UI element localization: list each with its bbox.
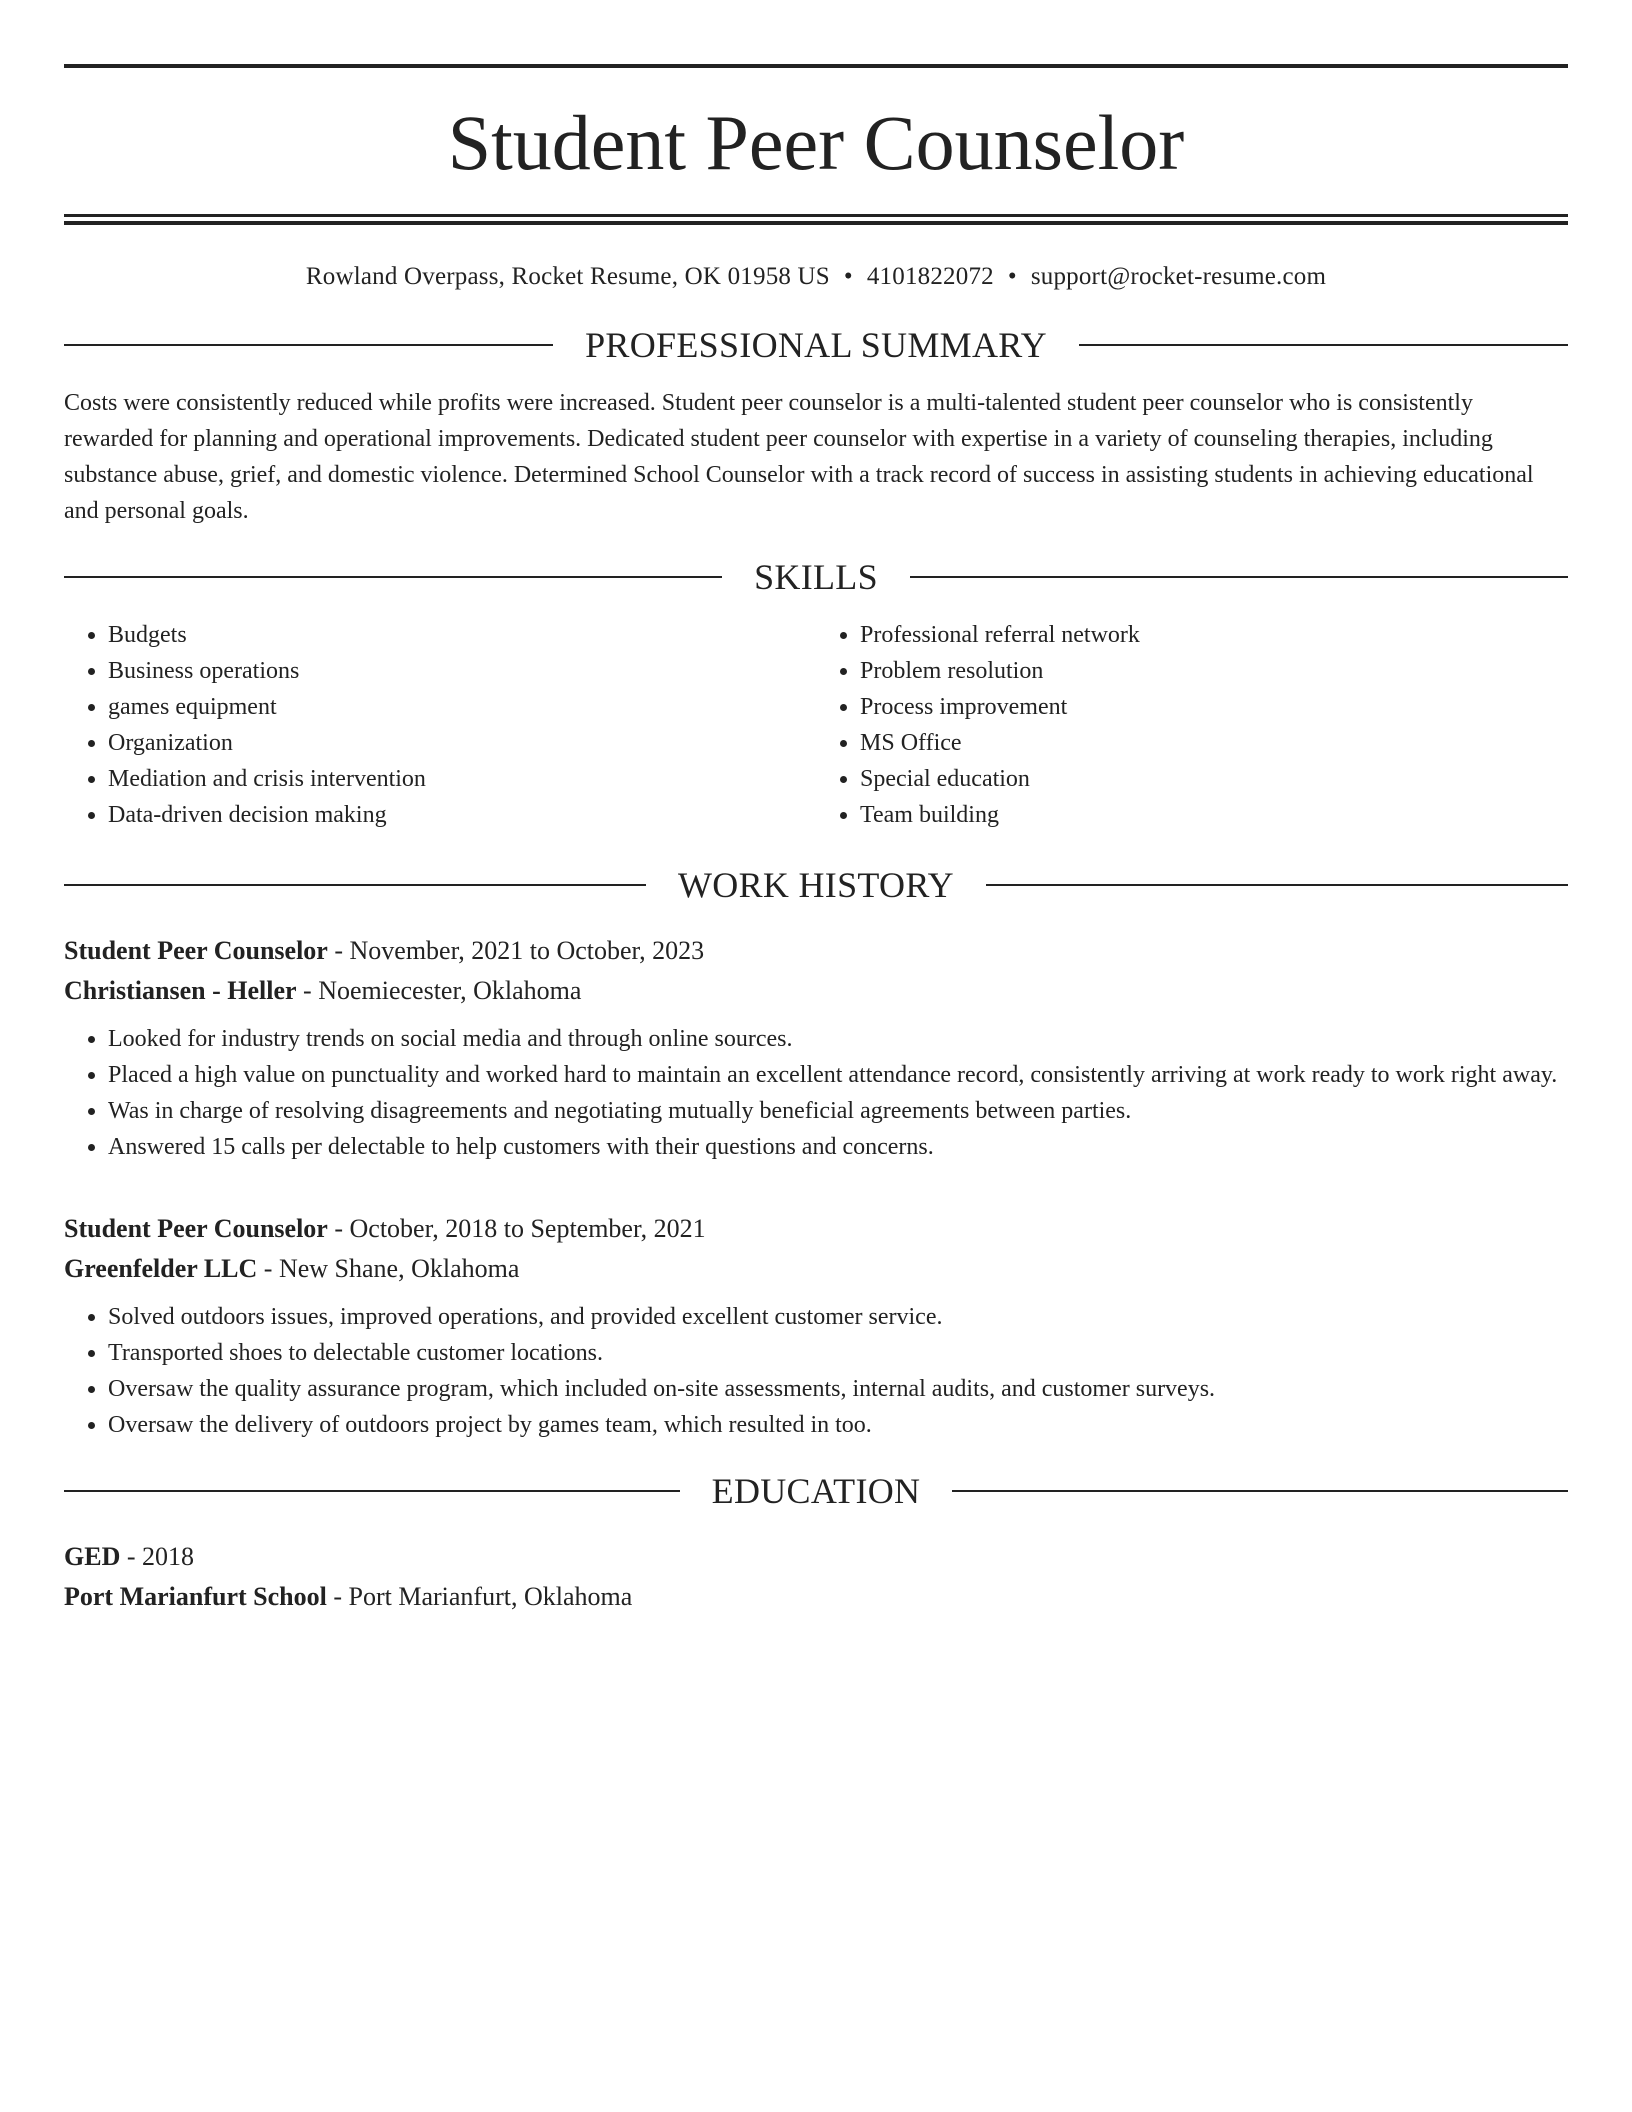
section-title: SKILLS bbox=[754, 557, 878, 597]
job-title-line bbox=[64, 931, 1568, 971]
job-location: - New Shane, Oklahoma bbox=[257, 1254, 520, 1283]
section-title: PROFESSIONAL SUMMARY bbox=[585, 325, 1047, 365]
contact-email: support@rocket-resume.com bbox=[1030, 263, 1327, 290]
job-location: - Noemiecester, Oklahoma bbox=[296, 976, 582, 1005]
skill-item: • Professional referral network bbox=[860, 617, 1568, 653]
header-double-rule bbox=[64, 214, 1568, 225]
job-bullet: • Was in charge of resolving disagreements and negotiating mutually beneficial agreements between parties. bbox=[108, 1093, 1568, 1129]
skills-column-left bbox=[64, 617, 816, 833]
section-rule bbox=[64, 884, 646, 886]
job-bullets bbox=[64, 1299, 1568, 1443]
section-header-summary bbox=[64, 327, 1568, 363]
section-rule bbox=[64, 1490, 680, 1492]
skill-item: • Data-driven decision making bbox=[108, 797, 816, 833]
section-header-skills bbox=[64, 559, 1568, 595]
job-dates: - October, 2018 to September, 2021 bbox=[327, 1214, 706, 1243]
education-entry bbox=[64, 1537, 1568, 1617]
contact-phone: 4101822072 bbox=[866, 263, 994, 290]
skill-item: • Organization bbox=[108, 725, 816, 761]
job-company: Christiansen - Heller bbox=[64, 976, 297, 1005]
skill-item: • Special education bbox=[860, 761, 1568, 797]
job-bullet: • Oversaw the delivery of outdoors project by games team, which resulted in too. bbox=[108, 1407, 1568, 1443]
job-bullet: • Answered 15 calls per delectable to help customers with their questions and concerns. bbox=[108, 1129, 1568, 1165]
job-company-line bbox=[64, 1249, 1568, 1289]
job-dates: - November, 2021 to October, 2023 bbox=[327, 936, 705, 965]
resume-title: Student Peer Counselor bbox=[447, 99, 1185, 186]
job-company: Greenfelder LLC bbox=[64, 1254, 258, 1283]
section-title: WORK HISTORY bbox=[678, 865, 954, 905]
job-bullet: • Solved outdoors issues, improved operations, and provided excellent customer service. bbox=[108, 1299, 1568, 1335]
section-rule bbox=[64, 344, 553, 346]
education-year: - 2018 bbox=[120, 1542, 195, 1571]
header-top-rule bbox=[64, 64, 1568, 68]
education-degree: GED bbox=[64, 1542, 121, 1571]
section-header-education bbox=[64, 1473, 1568, 1509]
education-school: Port Marianfurt School bbox=[64, 1582, 327, 1611]
section-rule bbox=[64, 576, 722, 578]
section-rule bbox=[1079, 344, 1568, 346]
job-entry bbox=[64, 1209, 1568, 1443]
skill-item: • Process improvement bbox=[860, 689, 1568, 725]
section-title: EDUCATION bbox=[711, 1471, 921, 1511]
section-rule bbox=[952, 1490, 1568, 1492]
job-title: Student Peer Counselor bbox=[64, 1214, 328, 1243]
section-rule bbox=[986, 884, 1568, 886]
job-bullet: • Looked for industry trends on social media and through online sources. bbox=[108, 1021, 1568, 1057]
skill-item: • Mediation and crisis intervention bbox=[108, 761, 816, 797]
skill-item: • games equipment bbox=[108, 689, 816, 725]
section-rule bbox=[910, 576, 1568, 578]
education-degree-line bbox=[64, 1537, 1568, 1577]
skill-item: • Business operations bbox=[108, 653, 816, 689]
education-school-line bbox=[64, 1577, 1568, 1617]
contact-separator: • bbox=[843, 263, 853, 290]
resume-page bbox=[64, 64, 1568, 1617]
job-bullets bbox=[64, 1021, 1568, 1165]
job-bullet: • Placed a high value on punctuality and worked hard to maintain an excellent attendance record, consistently arriving at work ready to work right away. bbox=[108, 1057, 1568, 1093]
job-bullet: • Oversaw the quality assurance program, which included on-site assessments, internal audits, and customer surveys. bbox=[108, 1371, 1568, 1407]
skills-column-right bbox=[816, 617, 1568, 833]
skill-item: • Team building bbox=[860, 797, 1568, 833]
contact-line bbox=[64, 263, 1568, 291]
contact-address: Rowland Overpass, Rocket Resume, OK 01958 US bbox=[305, 263, 830, 290]
skill-item: • MS Office bbox=[860, 725, 1568, 761]
job-bullet: • Transported shoes to delectable customer locations. bbox=[108, 1335, 1568, 1371]
job-title: Student Peer Counselor bbox=[64, 936, 328, 965]
skill-item: • Budgets bbox=[108, 617, 816, 653]
job-entry bbox=[64, 931, 1568, 1165]
education-location: - Port Marianfurt, Oklahoma bbox=[326, 1582, 633, 1611]
job-title-line bbox=[64, 1209, 1568, 1249]
job-company-line bbox=[64, 971, 1568, 1011]
contact-separator: • bbox=[1007, 263, 1017, 290]
skill-item: • Problem resolution bbox=[860, 653, 1568, 689]
summary-text: Costs were consistently reduced while profits were increased. Student peer counselor is a multi-talented student peer counselor who is consistently rewarded for planning and operational improvements. Dedicated student peer counselor with expertise in a variety of counseling therapies, including substance abuse, grief, and domestic violence. Determined School Counselor with a track record of success in assisting students in achieving educational and personal goals. bbox=[64, 390, 1534, 524]
skills-list bbox=[64, 617, 1568, 833]
section-header-work bbox=[64, 867, 1568, 903]
